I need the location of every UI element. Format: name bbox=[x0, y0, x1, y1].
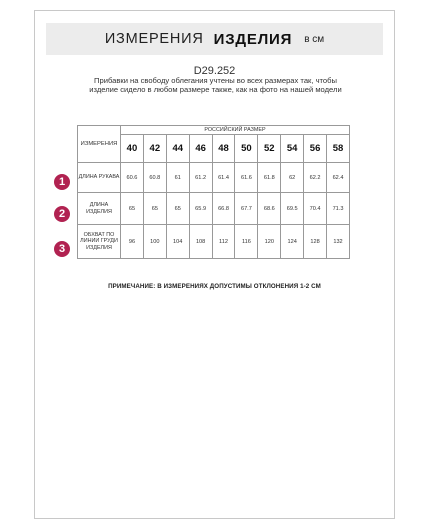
value-cell: 69.5 bbox=[281, 193, 304, 225]
size-cell: 48 bbox=[212, 135, 235, 163]
value-cell: 62 bbox=[281, 163, 304, 193]
header-size-system: РОССИЙСКИЙ РАЗМЕР bbox=[121, 126, 350, 135]
value-cell: 68.6 bbox=[258, 193, 281, 225]
value-cell: 120 bbox=[258, 225, 281, 259]
value-cell: 116 bbox=[235, 225, 258, 259]
fit-note: Прибавки на свободу облегания учтены во всех размерах так, чтобы изделие сидело в любом размере также, как на фото на нашей модели bbox=[89, 76, 342, 95]
value-cell: 65 bbox=[121, 193, 144, 225]
value-cell: 65 bbox=[143, 193, 166, 225]
table-row bbox=[78, 163, 350, 193]
value-cell: 65.9 bbox=[189, 193, 212, 225]
table-row bbox=[78, 193, 350, 225]
size-cell: 56 bbox=[304, 135, 327, 163]
header-measurements: ИЗМЕРЕНИЯ bbox=[78, 126, 121, 163]
row-number-badge-3: 3 bbox=[54, 241, 70, 257]
value-cell: 62.4 bbox=[327, 163, 350, 193]
value-cell: 104 bbox=[166, 225, 189, 259]
size-cell: 40 bbox=[121, 135, 144, 163]
value-cell: 100 bbox=[143, 225, 166, 259]
banner-word-measurements: ИЗМЕРЕНИЯ bbox=[104, 31, 204, 47]
title-banner bbox=[46, 23, 383, 55]
value-cell: 65 bbox=[166, 193, 189, 225]
value-cell: 60.6 bbox=[121, 163, 144, 193]
size-cell: 44 bbox=[166, 135, 189, 163]
value-cell: 96 bbox=[121, 225, 144, 259]
value-cell: 61.6 bbox=[235, 163, 258, 193]
product-code: D29.252 bbox=[193, 65, 236, 77]
value-cell: 62.2 bbox=[304, 163, 327, 193]
row-label-item-length: ДЛИНА ИЗДЕЛИЯ bbox=[78, 193, 121, 225]
value-cell: 66.8 bbox=[212, 193, 235, 225]
size-cell: 42 bbox=[143, 135, 166, 163]
banner-unit: в см bbox=[304, 33, 325, 45]
size-cell: 46 bbox=[189, 135, 212, 163]
row-label-sleeve-length: ДЛИНА РУКАВА bbox=[78, 163, 121, 193]
value-cell: 71.3 bbox=[327, 193, 350, 225]
value-cell: 61.4 bbox=[212, 163, 235, 193]
size-cell: 54 bbox=[281, 135, 304, 163]
row-number-badge-2: 2 bbox=[54, 206, 70, 222]
row-label-chest-girth: ОБХВАТ ПО ЛИНИИ ГРУДИ ИЗДЕЛИЯ bbox=[78, 225, 121, 259]
value-cell: 61.2 bbox=[189, 163, 212, 193]
table-row bbox=[78, 225, 350, 259]
tolerance-footnote: ПРИМЕЧАНИЕ: В ИЗМЕРЕНИЯХ ДОПУСТИМЫ ОТКЛОНЕНИЯ 1-2 СМ bbox=[108, 283, 321, 290]
row-number-badge-1: 1 bbox=[54, 174, 70, 190]
value-cell: 61 bbox=[166, 163, 189, 193]
measurements-table bbox=[77, 125, 350, 259]
size-chart-sheet bbox=[34, 10, 395, 519]
value-cell: 60.8 bbox=[143, 163, 166, 193]
value-cell: 67.7 bbox=[235, 193, 258, 225]
value-cell: 61.8 bbox=[258, 163, 281, 193]
value-cell: 132 bbox=[327, 225, 350, 259]
value-cell: 112 bbox=[212, 225, 235, 259]
value-cell: 128 bbox=[304, 225, 327, 259]
value-cell: 124 bbox=[281, 225, 304, 259]
value-cell: 108 bbox=[189, 225, 212, 259]
banner-word-item: ИЗДЕЛИЯ bbox=[213, 30, 293, 48]
value-cell: 70.4 bbox=[304, 193, 327, 225]
size-cell: 58 bbox=[327, 135, 350, 163]
size-cell: 52 bbox=[258, 135, 281, 163]
size-cell: 50 bbox=[235, 135, 258, 163]
